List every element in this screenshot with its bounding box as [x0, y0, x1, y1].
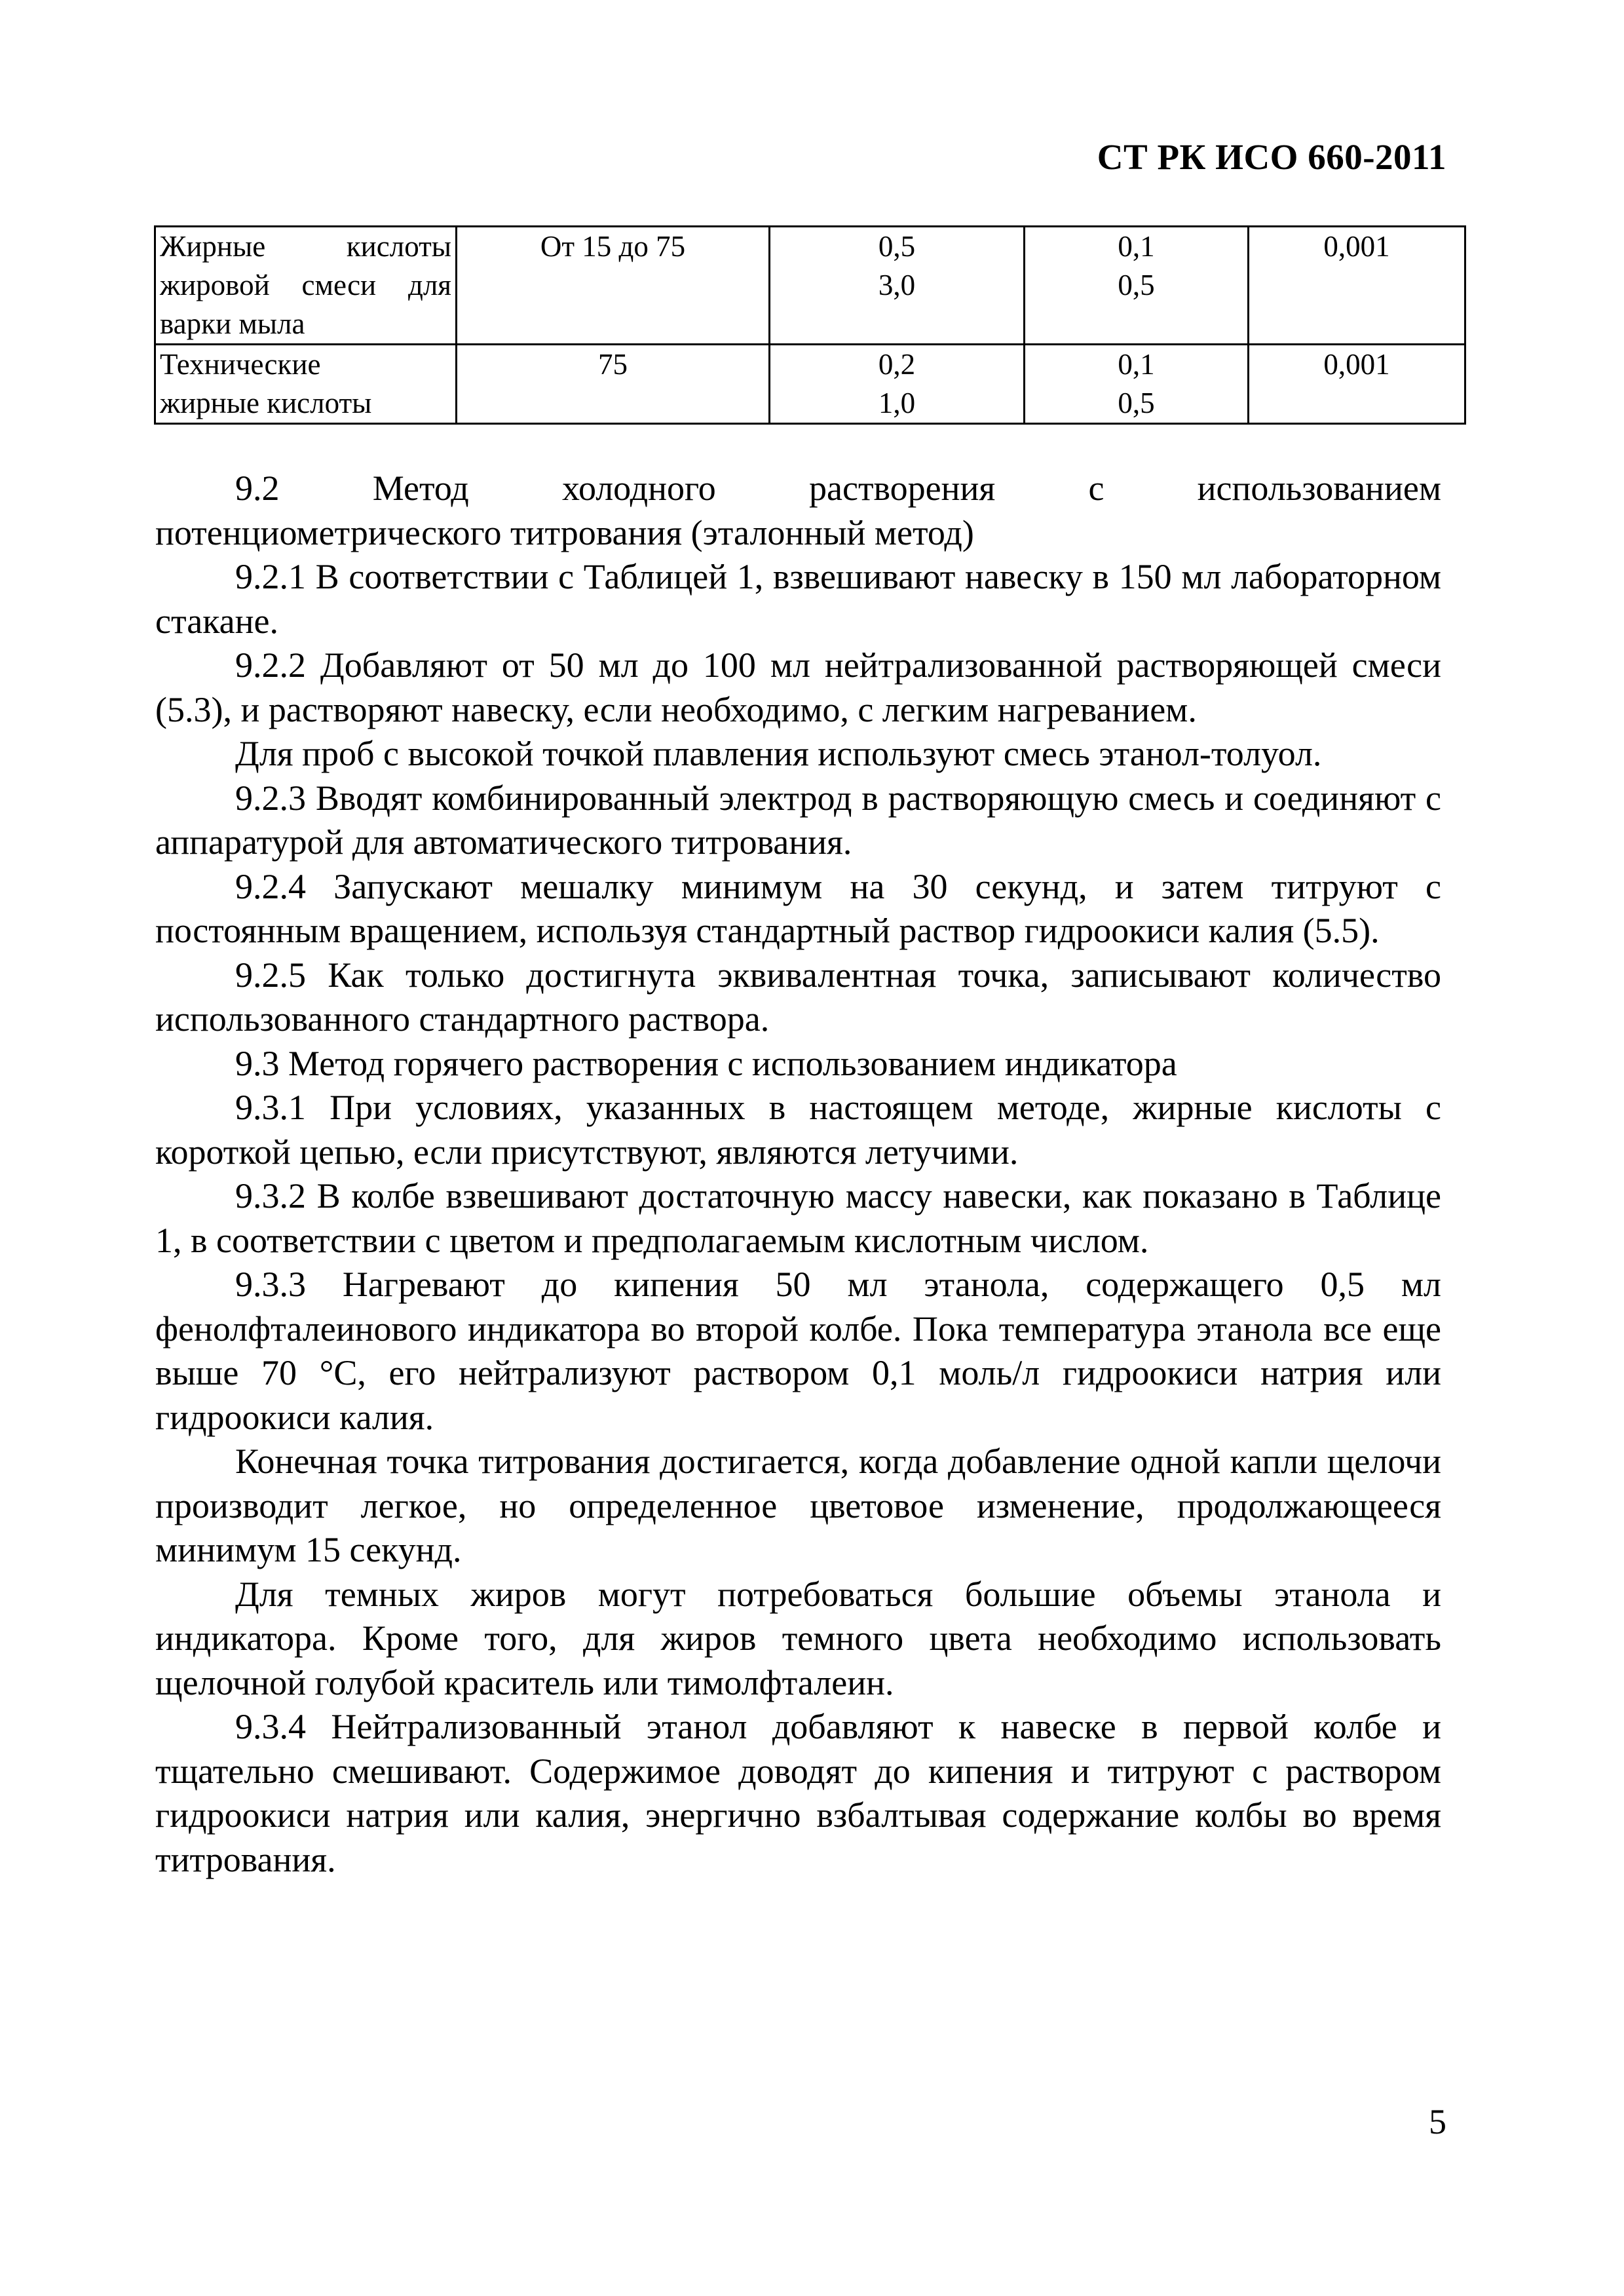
cell-text: 0,5 [1118, 387, 1155, 419]
paragraph-9-2-2: 9.2.2 Добавляют от 50 мл до 100 мл нейтрализованной растворяющей смеси (5.3), и растворяют навеску, если необходимо, с легким нагреванием. [155, 645, 1441, 729]
cell-text: Технические [160, 348, 321, 381]
table-cell-concentration [1025, 227, 1249, 345]
page-number: 5 [1429, 2102, 1446, 2141]
cell-text: варки мыла [160, 307, 305, 340]
paragraph-9-3-3-endpoint: Конечная точка титрования достигается, когда добавление одной капли щелочи производит легкое, но определенное цветовое изменение, продолжающееся минимум 15 секунд. [155, 1442, 1441, 1569]
table-cell-accuracy [1249, 227, 1465, 345]
table-row [155, 345, 1465, 424]
cell-text: Жирные кислоты [160, 230, 451, 263]
table-cell-acid-value [457, 227, 770, 345]
table-cell-accuracy [1249, 345, 1465, 424]
cell-text: 0,1 [1118, 348, 1155, 381]
document-body [155, 467, 1441, 1882]
cell-text: жировой смеси для [160, 269, 451, 301]
cell-text: жирные кислоты [160, 387, 372, 419]
cell-text: 75 [598, 348, 628, 381]
section-heading-9-2-cont: потенциометрического титрования (эталонный метод) [155, 512, 974, 552]
cell-text: 0,2 [878, 348, 916, 381]
paragraph-9-3-1: 9.3.1 При условиях, указанных в настоящем методе, жирные кислоты с короткой цепью, если присутствуют, являются летучими. [155, 1088, 1441, 1172]
cell-text: 0,001 [1323, 348, 1390, 381]
table-cell-product [155, 227, 457, 345]
section-heading-9-3: 9.3 Метод горячего растворения с использованием индикатора [235, 1043, 1177, 1083]
section-heading-9-2: 9.2 Метод холодного растворения с использованием [235, 469, 1441, 508]
paragraph-9-2-2-note: Для проб с высокой точкой плавления используют смесь этанол-толуол. [235, 734, 1322, 773]
cell-text: От 15 до 75 [540, 230, 686, 263]
table-cell-product [155, 345, 457, 424]
cell-text: 1,0 [878, 387, 916, 419]
cell-text: 0,001 [1323, 230, 1390, 263]
cell-text: 0,5 [1118, 269, 1155, 301]
document-code-header: СТ РК ИСО 660-2011 [1097, 137, 1446, 177]
paragraph-9-3-3: 9.3.3 Нагревают до кипения 50 мл этанола, содержащего 0,5 мл фенолфталеинового индикатора во второй колбе. Пока температура этанола все еще выше 70 °С, его нейтрализуют раствором 0,1 моль/л гидроокиси натрия или гидроокиси калия. [155, 1265, 1441, 1437]
table-cell-acid-value [457, 345, 770, 424]
table-row [155, 227, 1465, 345]
paragraph-9-2-4: 9.2.4 Запускают мешалку минимум на 30 секунд, и затем титруют с постоянным вращением, используя стандартный раствор гидроокиси калия (5.5). [155, 866, 1441, 950]
acid-value-table [154, 225, 1466, 425]
cell-text: 0,5 [878, 230, 916, 263]
table-cell-sample-mass [770, 345, 1025, 424]
paragraph-9-3-3-dark-fats: Для темных жиров могут потребоваться большие объемы этанола и индикатора. Кроме того, для жиров темного цвета необходимо использовать щелочной голубой краситель или тимолфталеин. [155, 1574, 1441, 1702]
paragraph-9-3-4: 9.3.4 Нейтрализованный этанол добавляют к навеске в первой колбе и тщательно смешивают. Содержимое доводят до кипения и титруют с раствором гидроокиси натрия или калия, энергично взбалтывая содержание колбы во время титрования. [155, 1707, 1441, 1879]
paragraph-9-2-3: 9.2.3 Вводят комбинированный электрод в растворяющую смесь и соединяют с аппаратурой для автоматического титрования. [155, 778, 1441, 862]
cell-text: 0,1 [1118, 230, 1155, 263]
table-cell-concentration [1025, 345, 1249, 424]
paragraph-9-3-2: 9.3.2 В колбе взвешивают достаточную массу навески, как показано в Таблице 1, в соответствии с цветом и предполагаемым кислотным числом. [155, 1176, 1441, 1260]
paragraph-9-2-5: 9.2.5 Как только достигнута эквивалентная точка, записывают количество использованного стандартного раствора. [155, 955, 1441, 1039]
table-cell-sample-mass [770, 227, 1025, 345]
cell-text: 3,0 [878, 269, 916, 301]
paragraph-9-2-1: 9.2.1 В соответствии с Таблицей 1, взвешивают навеску в 150 мл лабораторном стакане. [155, 557, 1441, 641]
